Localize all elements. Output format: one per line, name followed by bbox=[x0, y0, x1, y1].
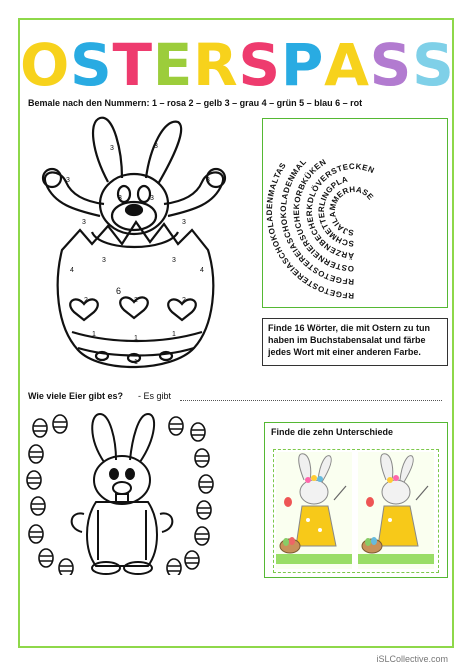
easter-egg-outline bbox=[31, 497, 45, 515]
easter-egg-outline bbox=[59, 559, 73, 575]
title-letter: R bbox=[193, 31, 238, 99]
coloring-instruction: Bemale nach den Nummern: 1 – rosa 2 – gelb 3 – grau 4 – grün 5 – blau 6 – rot bbox=[28, 98, 363, 108]
egg-stripe bbox=[170, 424, 182, 429]
color-number: 6 bbox=[116, 286, 122, 296]
easter-egg-outline bbox=[191, 423, 205, 441]
color-number: 1 bbox=[134, 335, 138, 342]
egg-stripe bbox=[168, 566, 180, 571]
differences-pictures bbox=[274, 450, 437, 571]
color-number: 3 bbox=[66, 177, 70, 184]
color-number: 1 bbox=[92, 331, 96, 338]
easter-egg-outline bbox=[197, 501, 211, 519]
color-number: 3 bbox=[206, 177, 210, 184]
differences-box bbox=[264, 422, 448, 578]
color-number: 2 bbox=[134, 297, 138, 304]
easter-egg-outline bbox=[167, 559, 181, 575]
differences-frame bbox=[273, 449, 439, 573]
easter-egg-outline bbox=[33, 419, 47, 437]
color-number: 3 bbox=[182, 219, 186, 226]
egg-stripe bbox=[192, 430, 204, 435]
egg-stripe bbox=[200, 482, 212, 487]
egg-stripe bbox=[54, 422, 66, 427]
wordsearch-instruction: Finde 16 Wörter, die mit Ostern zu tun haben im Buchstabensalat und färbe jedes Wort mit einer anderen Farbe. bbox=[262, 318, 448, 366]
color-number: 3 bbox=[118, 195, 122, 202]
footer-brand: iSLCollective.com bbox=[376, 654, 448, 664]
egg-stripe bbox=[32, 504, 44, 509]
eggs-answer-line[interactable] bbox=[180, 400, 442, 401]
egg-stripe bbox=[60, 566, 72, 571]
wordsearch-ring: SJAILAMMERHASE bbox=[327, 184, 376, 238]
wordsearch-ring: ÄRZENBECHERKDLÖVERSTECKEN bbox=[304, 161, 376, 261]
color-number: 4 bbox=[70, 267, 74, 274]
differences-title: Finde die zehn Unterschiede bbox=[271, 427, 394, 437]
egg-stripe bbox=[34, 426, 46, 431]
color-number: 2 bbox=[182, 297, 186, 304]
eggs-answer-prefix: - Es gibt bbox=[138, 391, 172, 401]
color-number: 3 bbox=[172, 257, 176, 264]
color-number: 4 bbox=[200, 267, 204, 274]
color-number: 1 bbox=[172, 331, 176, 338]
eggs-question: Wie viele Eier gibt es? bbox=[28, 391, 123, 401]
color-number: 3 bbox=[102, 257, 106, 264]
title-letter: S bbox=[70, 31, 112, 99]
wordsearch-box bbox=[262, 118, 448, 308]
wordsearch-ring: RFGETOSTEREIASCHOKOLADENMALTAS bbox=[264, 160, 355, 301]
title-letter: P bbox=[280, 31, 324, 99]
easter-egg-outline bbox=[195, 527, 209, 545]
color-number: 1 bbox=[134, 359, 138, 366]
easter-egg-outline bbox=[169, 417, 183, 435]
color-number: 3 bbox=[110, 145, 114, 152]
egg-stripe bbox=[196, 534, 208, 539]
easter-egg-outline bbox=[27, 471, 41, 489]
egg-stripe bbox=[186, 558, 198, 563]
easter-egg-outline bbox=[29, 525, 43, 543]
color-number: 3 bbox=[82, 219, 86, 226]
egg-stripe bbox=[28, 478, 40, 483]
wordsearch-ring: RFGETOSTEREIASCHOKOLADENMAL bbox=[278, 156, 355, 287]
easter-egg-outline bbox=[29, 445, 43, 463]
easter-egg-outline bbox=[53, 415, 67, 433]
easter-egg-outline bbox=[199, 475, 213, 493]
egg-stripe bbox=[30, 452, 42, 457]
wordsearch-spiral bbox=[263, 119, 446, 306]
easter-egg-outline bbox=[185, 551, 199, 569]
title-letter: S bbox=[238, 31, 281, 99]
color-number: 2 bbox=[84, 297, 88, 304]
title-letter: S bbox=[369, 31, 412, 99]
bunny-with-eggs-picture bbox=[26, 410, 216, 575]
color-number: 3 bbox=[154, 143, 158, 150]
page-title bbox=[20, 31, 454, 99]
color-number: 3 bbox=[150, 195, 154, 202]
coloring-bunny-egg bbox=[22, 112, 252, 382]
title-letter: A bbox=[324, 31, 369, 99]
title-letter: S bbox=[412, 31, 454, 99]
easter-egg-outline bbox=[195, 449, 209, 467]
egg-stripe bbox=[198, 508, 210, 513]
title-letter: T bbox=[112, 31, 153, 99]
egg-stripe bbox=[40, 556, 52, 561]
easter-egg-outline bbox=[39, 549, 53, 567]
egg-stripe bbox=[196, 456, 208, 461]
wordsearch-ring: OSTERNEIERSUCHEKORBKÜKEN bbox=[291, 157, 355, 274]
title-letter: O bbox=[20, 31, 70, 99]
wordsearch-ring: SCHMETTERLINGPLA bbox=[316, 174, 355, 249]
title-letter: E bbox=[152, 31, 193, 99]
egg-stripe bbox=[30, 532, 42, 537]
